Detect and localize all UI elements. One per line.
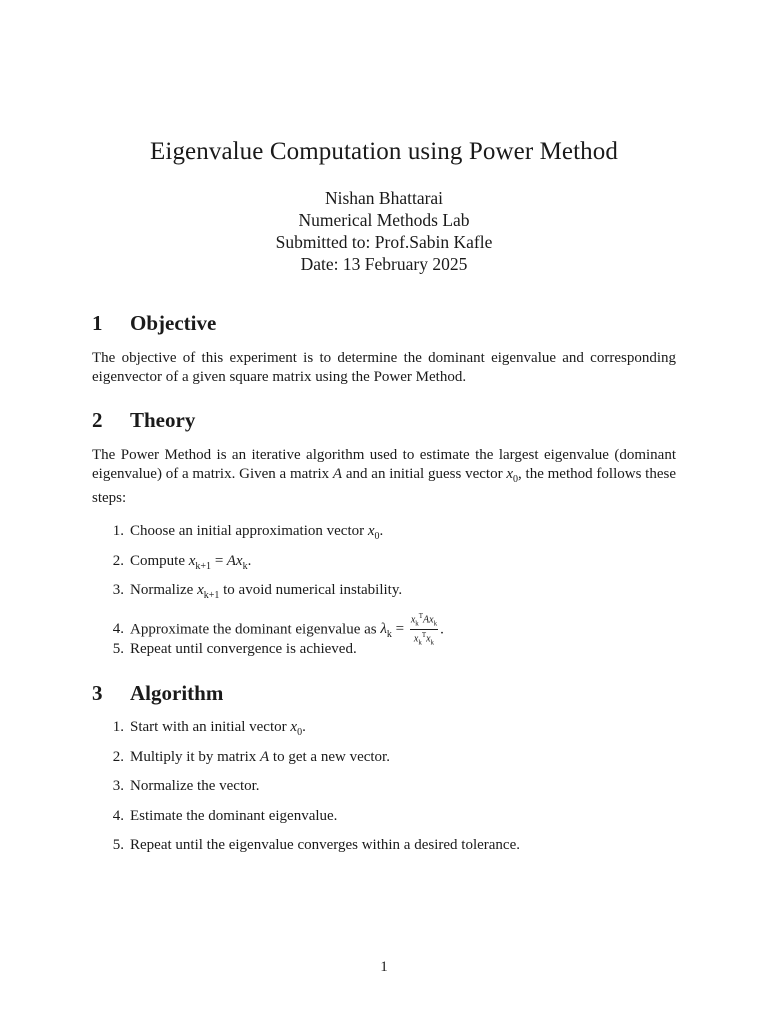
list-marker: 3. [112, 582, 124, 598]
list-item [92, 718, 676, 748]
section-objective [92, 311, 676, 387]
list-item [92, 836, 676, 866]
math-rayleigh-quotient: $\lambda_k$ = $\frac{x_k^TAx_k}{x_k^Tx_k}$ [380, 611, 438, 647]
author-name: Nishan Bhattarai [324, 188, 444, 208]
section-title: Theory [130, 408, 196, 432]
step-text: Normalize [130, 582, 198, 598]
list-marker: 5. [112, 837, 124, 853]
list-marker: 3. [112, 778, 124, 794]
section-algorithm [92, 681, 676, 866]
step-text-end: . [302, 719, 306, 735]
step-text: Start with an initial vector [130, 719, 291, 735]
list-marker: 4. [112, 620, 124, 637]
objective-paragraph: The objective of this experiment is to determine the dominant eigenvalue and corresponding eigenvector of a given square matrix using the Power Method. [92, 350, 676, 385]
math-xk1: $x_{k+1}$ [197, 582, 220, 601]
list-marker: 1. [112, 719, 124, 735]
step-text: Compute [130, 552, 189, 569]
step-text: Multiply it by matrix [130, 748, 260, 765]
math-x0: $x_0$ [290, 719, 303, 738]
list-item [92, 807, 676, 837]
list-item [92, 611, 676, 647]
step-text: Normalize the vector. [130, 778, 260, 794]
document-date: Date: 13 February 2025 [300, 254, 468, 274]
theory-steps-list [92, 522, 676, 670]
section-title: Objective [130, 311, 217, 335]
theory-paragraph [92, 446, 676, 508]
list-item [92, 748, 676, 778]
math-x0: $x_0$ [367, 523, 380, 542]
list-item [92, 777, 676, 807]
step-text-end: to avoid numerical instability. [219, 582, 403, 598]
section-heading [92, 681, 676, 706]
fraction: $\frac{x_k^TAx_k}{x_k^Tx_k}$ [410, 611, 438, 647]
list-item [92, 581, 676, 611]
math-iteration-formula: $x_{k+1} = Ax_k$ [188, 552, 248, 572]
author-block [0, 187, 768, 275]
theory-text-1: The Power Method is an iterative algorithm used to estimate the largest eigenvalue (dominant eigenvalue) of a matrix. Given a matrix [92, 447, 676, 482]
submitted-to: Submitted to: Prof.Sabin Kafle [275, 232, 493, 252]
step-text: Repeat until the eigenvalue converges within a desired tolerance. [130, 837, 520, 853]
section-title: Algorithm [130, 681, 224, 705]
page-number: 1 [380, 959, 388, 975]
list-marker: 2. [112, 552, 124, 569]
section-number: 2 [92, 408, 103, 432]
step-text-end: . [440, 620, 444, 637]
step-text: Estimate the dominant eigenvalue. [130, 807, 338, 824]
step-text-end: . [379, 523, 384, 539]
document-title: Eigenvalue Computation using Power Method [150, 138, 618, 165]
step-text-end: . [247, 552, 252, 569]
section-heading [92, 311, 676, 336]
section-number: 3 [92, 681, 103, 705]
list-marker: 5. [112, 641, 124, 657]
section-heading [92, 408, 676, 433]
step-text-end: to get a new vector. [269, 748, 390, 765]
math-A: A [332, 466, 343, 482]
section-number: 1 [92, 311, 103, 335]
math-A: A [260, 748, 270, 765]
algorithm-steps-list [92, 718, 676, 866]
list-marker: 1. [112, 523, 124, 539]
step-text: Approximate the dominant eigenvalue as [130, 620, 381, 637]
step-text: Choose an initial approximation vector [130, 523, 368, 539]
section-theory [92, 408, 676, 670]
list-item [92, 552, 676, 582]
theory-text-3: , the method follows these steps: [92, 466, 676, 506]
theory-text-2: and an initial guess vector [342, 466, 507, 482]
course-name: Numerical Methods Lab [298, 210, 470, 230]
math-x0: $x_0$ [506, 466, 519, 485]
step-text: Repeat until convergence is achieved. [130, 641, 357, 657]
list-marker: 2. [112, 748, 124, 765]
list-item [92, 522, 676, 552]
list-marker: 4. [112, 807, 124, 824]
